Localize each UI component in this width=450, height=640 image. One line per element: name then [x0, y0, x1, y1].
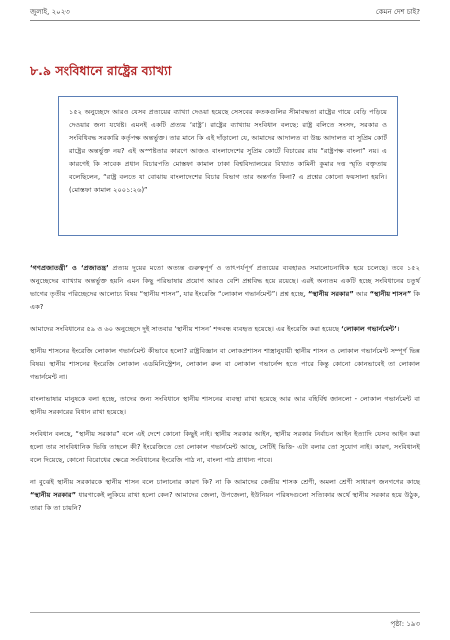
body-text [30, 262, 420, 524]
paragraph-2 [30, 323, 420, 336]
boxed-note-text: ১৫২ অনুচ্ছেদে আরও যেসব প্রত্যয়ের ব্যাখ্যা দেওয়া হয়েছে সেসবের কতকগুলির সীমাবদ্ধতা রাষ্ট্রের গায়ে বেড়ি পড়িয়ে দেওয়ার জন্য যথেষ্ট। এমনই একটি প্রত্যয় ‘রাষ্ট্র’। রাষ্ট্রের ব্যাখ্যায় সংবিধান বলছে: রাষ্ট্র বলিতে সংসদ, সরকার ও সংবিধিবদ্ধ সরকারি কর্তৃপক্ষ অন্তর্ভুক্ত। তার মানে কি এই দাঁড়ালো যে, আমাদের আদালত বা উচ্চ আদালত বা সুপ্রিম কোর্ট রাষ্ট্রের অন্তর্ভুক্ত নয়? এই অস্পষ্টতার কারণে আজও বাংলাদেশের সুপ্রিম কোর্টে বিচারের রায় “রাষ্ট্রপক্ষ বাংলা” নয়। এ কারণেই কি সাবেক প্রধান বিচারপতি মোস্তফা কামাল ঢাকা বিশ্ববিদ্যালয়ের বিখ্যাত কামিনী কুমার দত্ত স্মৃতি বক্তৃতায় বলেছিলেন, “রাষ্ট্র বলতে যা বোঝায় বাংলাদেশের বিচার বিভাগ তার অন্তর্গত কিনা? এ প্রশ্নের কোনো ফয়সালা হয়নি। (মোস্তফা কামাল ২০০১:২৬)” [69, 108, 387, 194]
boxed-note [58, 96, 398, 236]
paragraph-2-end: । [396, 325, 400, 333]
term-local-government: “স্থানীয় সরকার” [307, 290, 354, 298]
header-book-title: কেমন দেশ চাই? [375, 8, 420, 16]
page-number: পৃষ্ঠা: ১৯৩ [390, 620, 420, 628]
paragraph-2-text: আমাদের সংবিধানের ৫৯ ও ৬০ অনুচ্ছেদে দুই সাতবার ‘স্থানীয় শাসন’ শব্দবন্ধ ব্যবহৃত হয়েছে। এর ইংরেজি করা হয়েছে [30, 325, 342, 333]
header-divider [30, 20, 420, 21]
term-local-government-2: “স্থানীয় সরকার” [30, 491, 77, 499]
term-republic: ‘গণপ্রজাতন্ত্রী’ ও ‘প্রজাতন্ত্র’ [30, 264, 109, 272]
paragraph-6-text: না বুঝেই স্থানীয় সরকারকে স্থানীয় শাসন বলে চালানোর কারণ কি? না কি আমাদের কেন্দ্রীয় শাসক শ্রেণী, অমলা শ্রেণী সাধারণ জনগণের কাছে [30, 478, 420, 486]
paragraph-6 [30, 476, 420, 515]
paragraph-5: সংবিধান বলছে, “স্থানীয় সরকার” বলে এই দেশে কোনো কিছুই নাই। স্থানীয় সরকার আইন, স্থানীয় সরকার নির্বাচন আইন ইত্যাদি যেসব আইন করা হলো তার সাংবিধানিক ভিত্তি তাহলে কী? ইংরেজিতে তো লোকাল গভার্নমেন্ট আছে, সেটিই ভিত্তি- এটা বলার তো সুযোগ নাই। কারণ, সংবিধানই বলে দিয়েছে, কোনো বিরোধের ক্ষেত্রে সংবিধানের ইংরেজি পাঠ না, বাংলা পাঠ প্রাধান্য পাবে। [30, 430, 420, 464]
paragraph-1-end: কি এক? [30, 290, 421, 311]
paragraph-4: বাংলাভাষার মানুষকে বলা হচ্ছে, তাদের জন্য সংবিধানে স্থানীয় শাসনের ব্যবস্থা রাখা হয়েছে আর আর বহির্বিশ্ব জানলো - লোকাল গভার্নমেন্ট বা স্থানীয় সরকারের বিধান রাখা হয়েছে। [30, 395, 420, 416]
header-date: জুলাই, ২০২৩ [30, 8, 70, 16]
running-header [30, 6, 420, 18]
paragraph-1 [30, 262, 420, 314]
paragraph-1-text: প্রত্যয় দুয়ের মতো অত্যন্ত গুরুত্বপূর্ণ ও তাৎপর্যপূর্ণ প্রত্যয়ের ব্যবহারও সমালোচনাধিক হয়ে চলেছে। তবে ১৫২ অনুচ্ছেদের ব্যাখ্যায় অন্তর্ভুক্ত হয়নি এমন কিছু পরিভাষার প্রয়োগ আরও বেশি প্রশ্নবিদ্ধ হয়ে রয়েছে। এরই অন্যতম একটি হচ্ছে সংবিধানের চতুর্থ ভাগের তৃতীয় পরিচ্ছেদের আলোচ্য বিষয় “স্থানীয় শাসন”, যার ইংরেজি “লোকাল গভার্নমেন্ট”। প্রশ্ন হচ্ছে, [30, 264, 420, 298]
paragraph-3: স্থানীয় শাসনের ইংরেজি লোকাল গভার্নমেন্ট কীভাবে হলো? রাষ্ট্রবিজ্ঞান বা লোকপ্রশাসন শাস্ত্রানুযায়ী স্থানীয় শাসন ও লোকাল গভার্নমেন্ট সম্পূর্ণ ভিন্ন বিষয়। স্থানীয় শাসনের ইংরেজি লোকাল এডমিনিস্ট্রেশন, লোকাল রুল বা লোকাল গভার্নেন্স হতে পারে কিন্তু কোনো কোনভাবেই তা লোকাল গভার্নমেন্ট না। [30, 347, 420, 381]
paragraph-1-conjunction: আর [353, 290, 370, 298]
section-title: ৮.৯ সংবিধানে রাষ্ট্রের ব্যাখ্যা [30, 63, 172, 78]
term-local-administration: “স্থানীয় শাসন” [369, 290, 412, 298]
footer-divider [30, 612, 420, 613]
term-local-government-english: ‘লোকাল গভার্নমেন্ট’ [341, 325, 397, 333]
paragraph-6-end: ধারণাকেই লুকিয়ে রাখা হলো কেন? আমাদের জেলা, উপজেলা, ইউনিয়ন পরিষদগুলো সত্যিকার অর্থে স্থানীয় সরকার হয়ে উঠুক, তারা কি তা চায়নি? [30, 491, 420, 512]
